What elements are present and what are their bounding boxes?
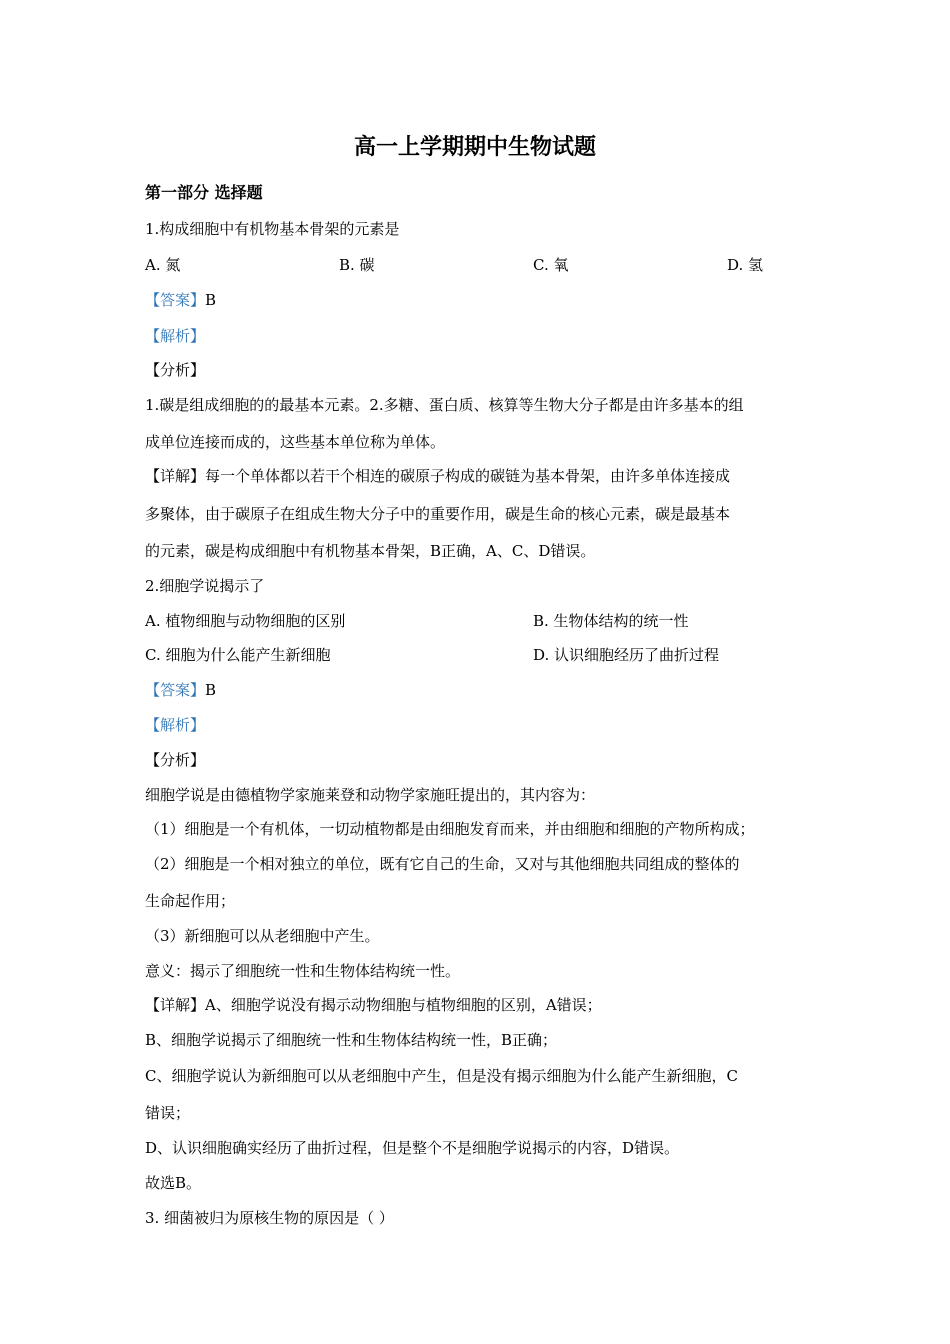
q2-body-line: 故选B。 <box>145 1174 202 1192</box>
question-3-stem: 3. 细菌被归为原核生物的原因是（ ） <box>145 1209 394 1227</box>
q1-fenxi-line: 1.碳是组成细胞的的最基本元素。2.多糖、蛋白质、核算等生物大分子都是由许多基本的组 <box>145 396 744 414</box>
answer-tag: 【答案】 <box>145 681 206 699</box>
q2-body-line: （3）新细胞可以从老细胞中产生。 <box>145 927 380 945</box>
q2-body-line: C、细胞学说认为新细胞可以从老细胞中产生，但是没有揭示细胞为什么能产生新细胞，C <box>145 1067 738 1085</box>
q1-analysis-tag: 【解析】 <box>145 327 206 345</box>
q2-option-b: B. 生物体结构的统一性 <box>533 612 689 630</box>
q2-body-line: （2）细胞是一个相对独立的单位，既有它自己的生命，又对与其他细胞共同组成的整体的 <box>145 855 740 873</box>
q2-answer <box>145 680 216 700</box>
section-heading: 第一部分 选择题 <box>145 183 263 202</box>
page-title: 高一上学期期中生物试题 <box>353 135 596 160</box>
q1-detail-line: 多聚体，由于碳原子在组成生物大分子中的重要作用，碳是生命的核心元素，碳是最基本 <box>145 505 731 523</box>
q1-fenxi-tag: 【分析】 <box>145 361 206 379</box>
q2-analysis-tag: 【解析】 <box>145 716 206 734</box>
answer-value: B <box>205 291 217 309</box>
q1-fenxi-line: 成单位连接而成的，这些基本单位称为单体。 <box>145 433 446 451</box>
q2-body-line: 生命起作用； <box>145 892 236 910</box>
q1-option-c: C. 氧 <box>533 256 569 274</box>
q1-option-d: D. 氢 <box>727 256 764 274</box>
q2-body-line: D、认识细胞确实经历了曲折过程，但是整个不是细胞学说揭示的内容，D错误。 <box>145 1139 680 1157</box>
question-1-stem: 1.构成细胞中有机物基本骨架的元素是 <box>145 220 400 238</box>
q2-option-c: C. 细胞为什么能产生新细胞 <box>145 646 331 664</box>
answer-value: B <box>205 681 217 699</box>
q2-body-line: 错误； <box>145 1104 191 1122</box>
q2-body-line: B、细胞学说揭示了细胞统一性和生物体结构统一性，B正确； <box>145 1031 558 1049</box>
question-2-stem: 2.细胞学说揭示了 <box>145 577 265 595</box>
q1-option-a: A. 氮 <box>145 256 181 274</box>
q2-option-d: D. 认识细胞经历了曲折过程 <box>533 646 720 664</box>
q2-option-a: A. 植物细胞与动物细胞的区别 <box>145 612 346 630</box>
q2-body-line: 意义：揭示了细胞统一性和生物体结构统一性。 <box>145 962 461 980</box>
q1-answer <box>145 290 216 310</box>
q2-fenxi-tag: 【分析】 <box>145 751 206 769</box>
q2-body-line: （1）细胞是一个有机体，一切动植物都是由细胞发育而来，并由细胞和细胞的产物所构成； <box>145 820 755 838</box>
answer-tag: 【答案】 <box>145 291 206 309</box>
q2-body-line: 细胞学说是由德植物学家施莱登和动物学家施旺提出的，其内容为： <box>145 786 596 804</box>
q1-detail-line: 【详解】每一个单体都以若干个相连的碳原子构成的碳链为基本骨架，由许多单体连接成 <box>145 467 731 485</box>
q1-option-b: B. 碳 <box>339 256 375 274</box>
q1-detail-line: 的元素，碳是构成细胞中有机物基本骨架，B正确，A、C、D错误。 <box>145 542 596 560</box>
q2-body-line: 【详解】A、细胞学说没有揭示动物细胞与植物细胞的区别，A错误； <box>145 996 602 1014</box>
